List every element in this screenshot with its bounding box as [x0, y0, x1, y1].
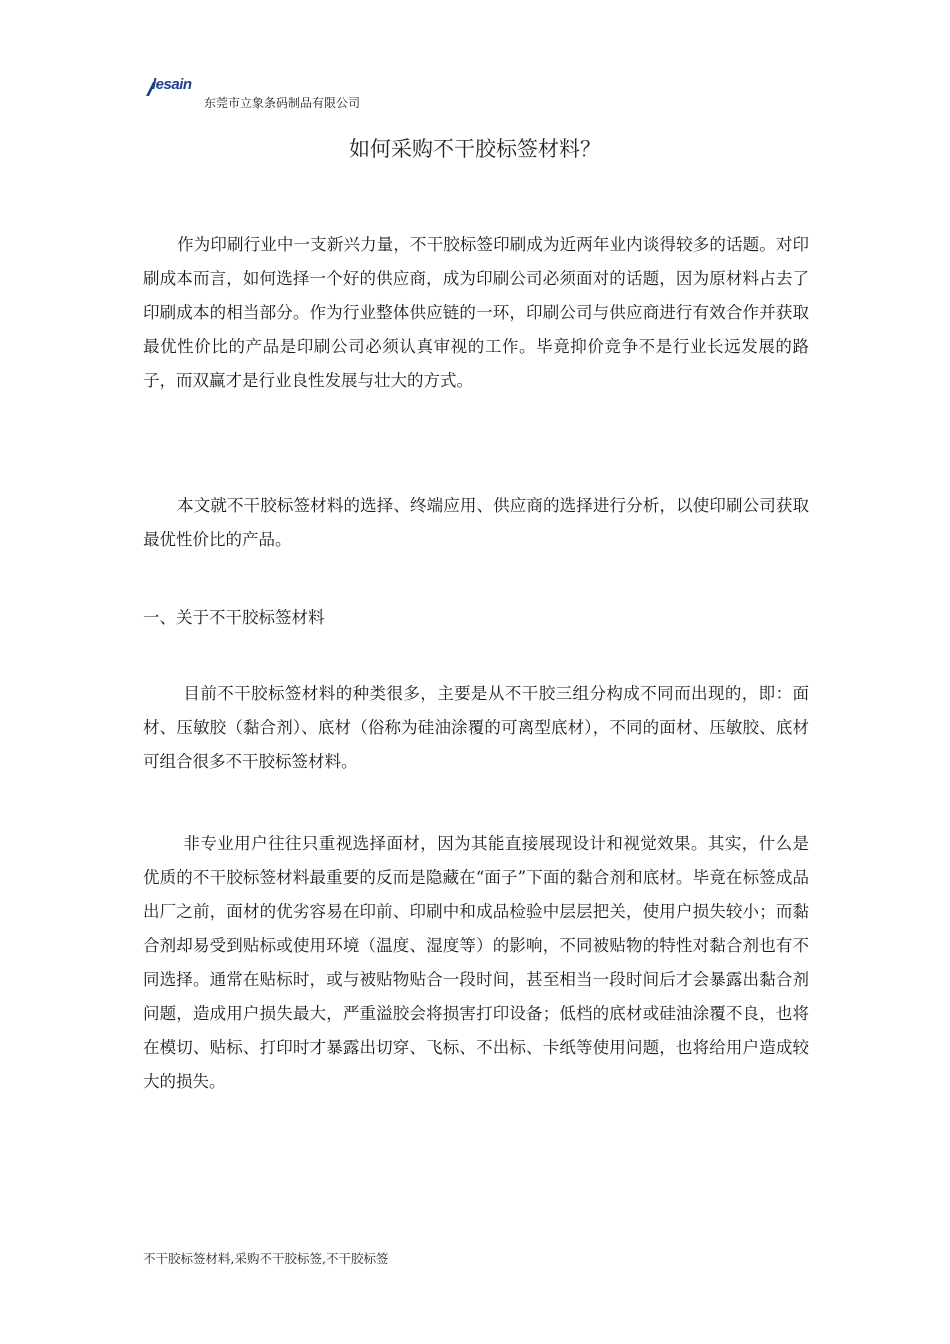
page-title: 如何采购不干胶标签材料？: [349, 137, 601, 161]
footer-keywords: 不干胶标签材料,采购不干胶标签,不干胶标签: [143, 1251, 389, 1266]
paragraph-materials: [143, 677, 809, 779]
paragraph-text: 非专业用户往往只重视选择面材，因为其能直接展现设计和视觉效果。其实，什么是优质的不干胶标签材料最重要的反而是隐藏在“面子”下面的黏合剂和底材。毕竟在标签成品出厂之前，面材的优劣容易在印前、印刷中和成品检验中层层把关，使用户损失较小；而黏合剂却易受到贴标或使用环境（温度、湿度等）的影响，不同被贴物的特性对黏合剂也有不同选择。通常在贴标时，或与被贴物贴合一段时间，甚至相当一段时间后才会暴露出黏合剂问题，造成用户损失最大，严重溢胶会将损害打印设备；低档的底材或硅油涂覆不良，也将在模切、贴标、打印时才暴露出切穿、飞标、不出标、卡纸等使用问题，也将给用户造成较大的损失。: [143, 834, 809, 1091]
paragraph-adhesive: [143, 827, 809, 1099]
paragraph-intro: [143, 228, 809, 398]
paragraph-text: 目前不干胶标签材料的种类很多，主要是从不干胶三组分构成不同而出现的，即：面材、压敏胶（黏合剂）、底材（俗称为硅油涂覆的可离型底材），不同的面材、压敏胶、底材可组合很多不干胶标签材料。: [143, 684, 809, 771]
paragraph-purpose: [143, 489, 809, 557]
section-heading: 一、关于不干胶标签材料: [143, 608, 325, 627]
company-logo: [144, 76, 204, 98]
logo-text: lesain: [152, 76, 192, 93]
paragraph-text: 作为印刷行业中一支新兴力量，不干胶标签印刷成为近两年业内谈得较多的话题。对印刷成本而言，如何选择一个好的供应商，成为印刷公司必须面对的话题，因为原材料占去了印刷成本的相当部分。作为行业整体供应链的一环，印刷公司与供应商进行有效合作并获取最优性价比的产品是印刷公司必须认真审视的工作。毕竟抑价竞争不是行业长远发展的路子，而双赢才是行业良性发展与壮大的方式。: [143, 235, 809, 390]
paragraph-text: 本文就不干胶标签材料的选择、终端应用、供应商的选择进行分析，以使印刷公司获取最优性价比的产品。: [143, 496, 809, 549]
company-name: 东莞市立象条码制品有限公司: [204, 96, 361, 110]
